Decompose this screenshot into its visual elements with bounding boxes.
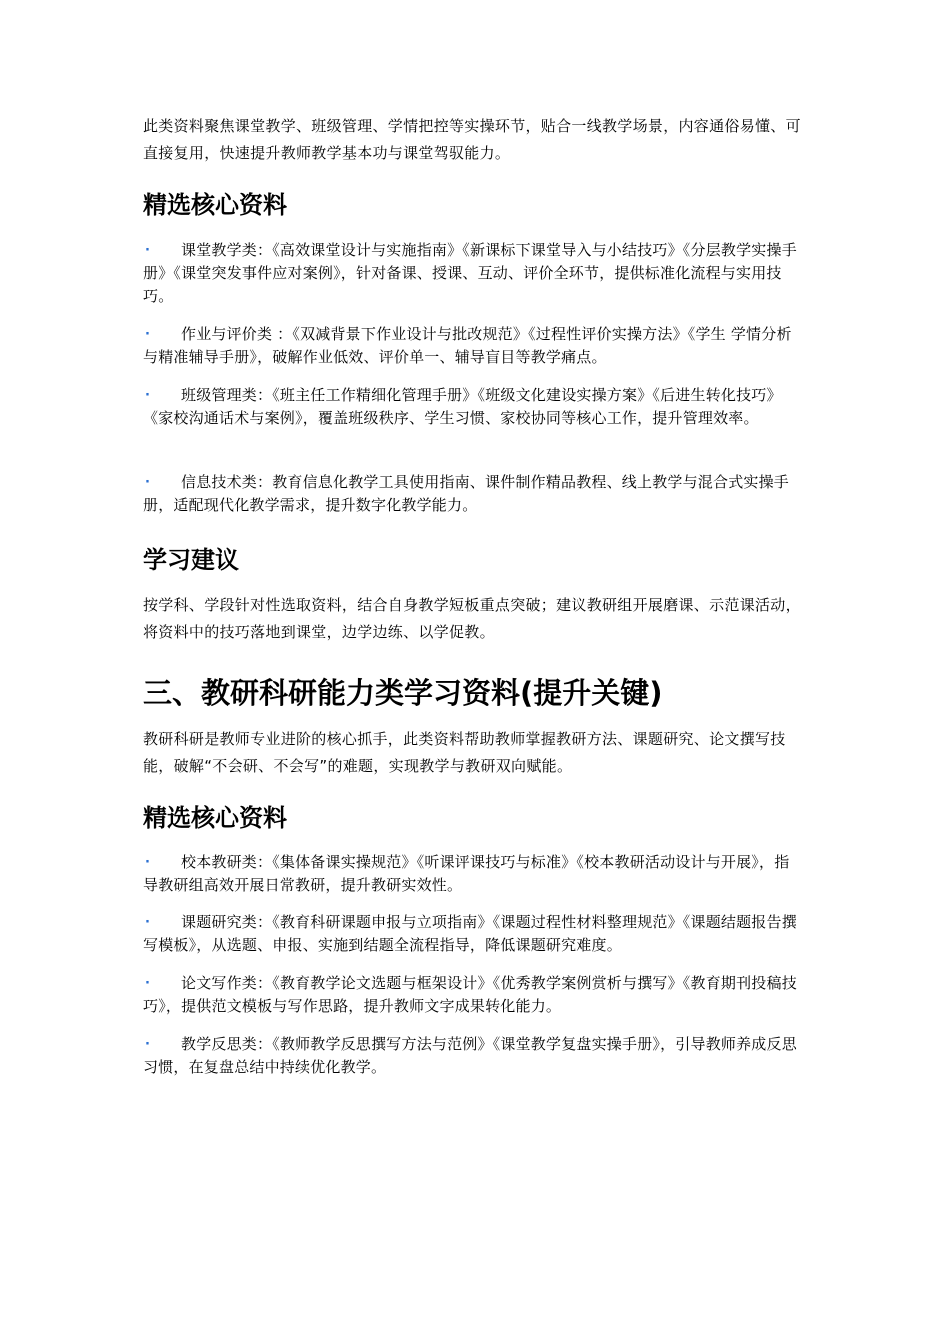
section-heading-study-advice: 学习建议 xyxy=(143,546,239,574)
list-item-text: 信息技术类：教育信息化教学工具使用指南、课件制作精品教程、线上教学与混合式实操手册，适配现代化教学需求，提升数字化教学能力。 xyxy=(143,473,790,514)
bullet-icon: · xyxy=(145,388,151,403)
bullet-icon: · xyxy=(145,915,151,930)
list-item xyxy=(143,239,803,308)
section-heading-core-materials-2: 精选核心资料 xyxy=(143,804,287,832)
list-item-text: 校本教研类：《集体备课实操规范》《听课评课技巧与标准》《校本教研活动设计与开展》，指导教研组高效开展日常教研，提升教研实效性。 xyxy=(143,853,790,894)
advice-paragraph: 按学科、学段针对性选取资料，结合自身教学短板重点突破；建议教研组开展磨课、示范课活动，将资料中的技巧落地到课堂，边学边练、以学促教。 xyxy=(143,596,801,641)
list-item xyxy=(143,911,803,957)
bullet-icon: · xyxy=(145,327,151,342)
list-item-text: 课堂教学类：《高效课堂设计与实施指南》《新课标下课堂导入与小结技巧》《分层教学实操手册》《课堂突发事件应对案例》，针对备课、授课、互动、评价全环节，提供标准化流程与实用技巧。 xyxy=(143,241,797,305)
bullet-icon: · xyxy=(145,243,151,258)
research-intro-paragraph: 教研科研是教师专业进阶的核心抓手，此类资料帮助教师掌握教研方法、课题研究、论文撰写技能，破解“不会研、不会写”的难题，实现教学与教研双向赋能。 xyxy=(143,730,786,775)
list-item-text: 班级管理类：《班主任工作精细化管理手册》《班级文化建设实操方案》《后进生转化技巧》《家校沟通话术与案例》，覆盖班级秩序、学生习惯、家校协同等核心工作，提升管理效率。 xyxy=(143,386,782,427)
bullet-icon: · xyxy=(145,855,151,870)
bullet-icon: · xyxy=(145,1037,151,1052)
list-item-text: 论文写作类：《教育教学论文选题与框架设计》《优秀教学案例赏析与撰写》《教育期刊投稿技巧》，提供范文模板与写作思路，提升教师文字成果转化能力。 xyxy=(143,974,797,1015)
list-item-text: 课题研究类：《教育科研课题申报与立项指南》《课题过程性材料整理规范》《课题结题报告撰写模板》，从选题、申报、实施到结题全流程指导，降低课题研究难度。 xyxy=(143,913,797,954)
list-item-text: 教学反思类：《教师教学反思撰写方法与范例》《课堂教学复盘实操手册》，引导教师养成反思习惯，在复盘总结中持续优化教学。 xyxy=(143,1035,797,1076)
list-item xyxy=(143,471,803,517)
bullet-icon: · xyxy=(145,475,151,490)
list-item xyxy=(143,1033,803,1079)
bullet-icon: · xyxy=(145,976,151,991)
part-heading-research: 三、教研科研能力类学习资料(提升关键) xyxy=(143,676,663,710)
section-heading-core-materials: 精选核心资料 xyxy=(143,191,287,219)
list-item xyxy=(143,323,803,369)
intro-paragraph: 此类资料聚焦课堂教学、班级管理、学情把控等实操环节，贴合一线教学场景，内容通俗易懂、可直接复用，快速提升教师教学基本功与课堂驾驭能力。 xyxy=(143,117,801,162)
list-item xyxy=(143,384,803,430)
list-item xyxy=(143,972,803,1018)
list-item xyxy=(143,851,803,897)
list-item-text: 作业与评价类 ：《双减背景下作业设计与批改规范》《过程性评价实操方法》《学生 学情分析与精准辅导手册》，破解作业低效、评价单一、辅导盲目等教学痛点。 xyxy=(143,325,792,366)
